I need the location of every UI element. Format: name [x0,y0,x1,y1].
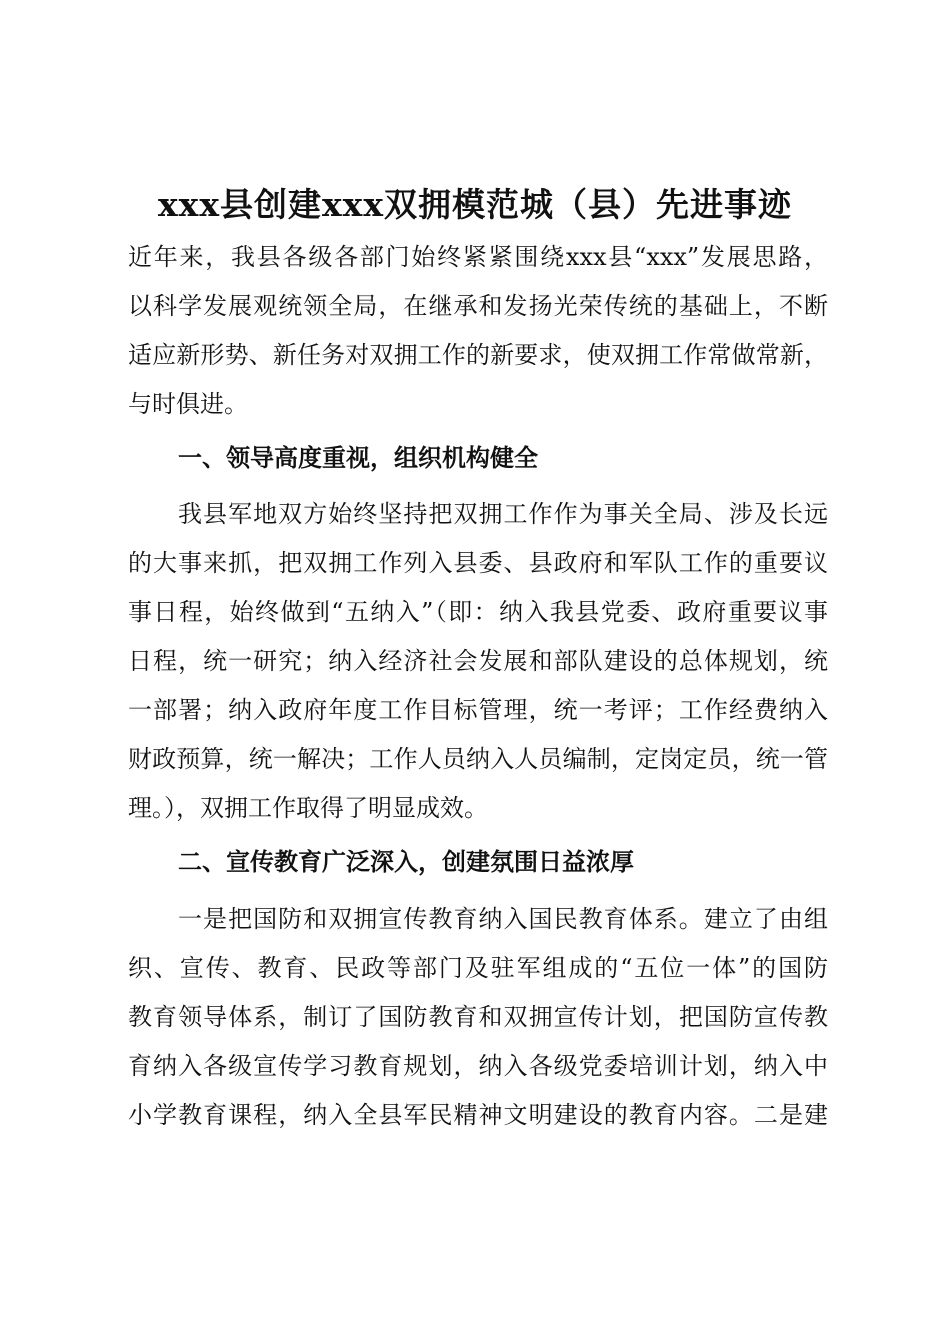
section-1-line-3: 事日程，始终做到“五纳入”（即：纳入我县党委、政府重要议事 [128,598,828,626]
section-1-line-1: 我县军地双方始终坚持把双拥工作作为事关全局、涉及长远 [178,500,828,528]
section-1-line-6: 财政预算，统一解决；工作人员纳入人员编制，定岗定员，统一管 [128,745,828,773]
section-1-line-4: 日程，统一研究；纳入经济社会发展和部队建设的总体规划，统 [128,647,828,675]
section-1-paragraph [128,490,828,833]
intro-paragraph [128,233,828,429]
intro-line-1: 近年来，我县各级各部门始终紧紧围绕xxx县“xxx”发展思路， [128,243,828,271]
section-2-line-3: 教育领导体系，制订了国防教育和双拥宣传计划，把国防宣传教 [128,1003,828,1031]
document-title: xxx县创建xxx双拥模范城（县）先进事迹 [157,185,793,224]
section-2-heading: 二、宣传教育广泛深入，创建氛围日益浓厚 [178,848,634,876]
section-1 [128,434,828,483]
section-1-line-2: 的大事来抓，把双拥工作列入县委、县政府和军队工作的重要议 [128,549,828,577]
section-2 [128,838,828,887]
section-1-line-5: 一部署；纳入政府年度工作目标管理，统一考评；工作经费纳入 [128,696,828,724]
section-2-line-4: 育纳入各级宣传学习教育规划，纳入各级党委培训计划，纳入中 [128,1052,828,1080]
intro-line-3: 适应新形势、新任务对双拥工作的新要求，使双拥工作常做常新， [128,341,828,369]
section-2-paragraph [128,895,828,1140]
section-2-line-5: 小学教育课程，纳入全县军民精神文明建设的教育内容。二是建 [128,1101,828,1129]
intro-line-2: 以科学发展观统领全局，在继承和发扬光荣传统的基础上，不断 [128,292,828,320]
section-1-heading: 一、领导高度重视，组织机构健全 [178,444,538,472]
section-1-line-7: 理。），双拥工作取得了明显成效。 [128,794,488,822]
intro-line-4: 与时俱进。 [128,390,248,418]
section-2-line-1: 一是把国防和双拥宣传教育纳入国民教育体系。建立了由组 [178,905,828,933]
section-2-line-2: 织、宣传、教育、民政等部门及驻军组成的“五位一体”的国防 [128,954,828,982]
